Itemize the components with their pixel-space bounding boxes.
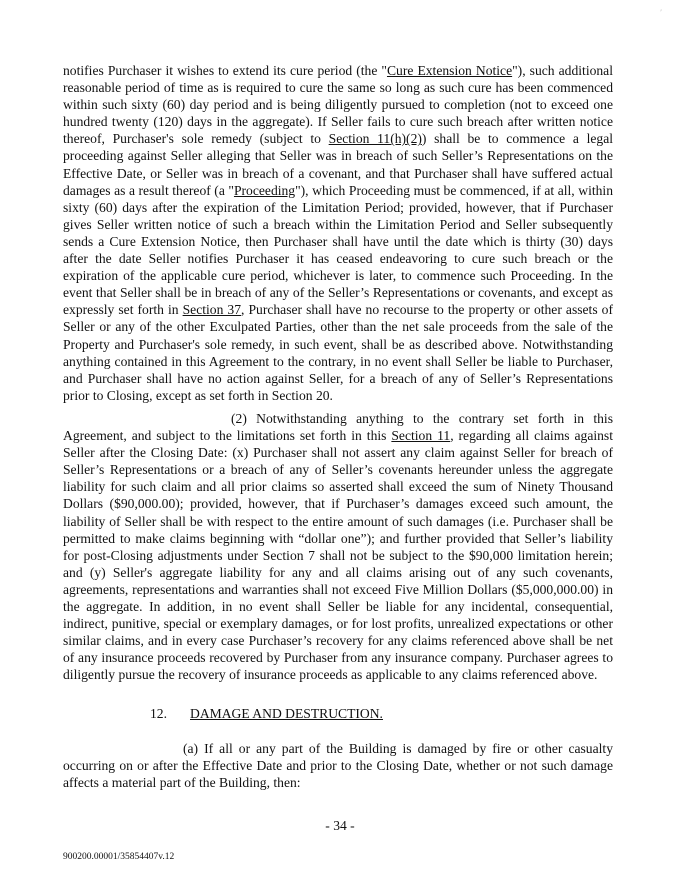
defined-term-cure-extension-notice: Cure Extension Notice bbox=[386, 63, 513, 78]
text-run: , regarding all claims against Seller after the Closing Date: (x) Purchaser shall not assert any claim against Seller for breach of Seller’s Representations or a breach of any of Seller’s covenants hereunder unless the aggregate liability for such claim and all prior claims so asserted shall exceed the sum of Ninety Thousand Dollars ($90,000.00); provided, however, that if Purchaser’s damages exceed such amount, the liability of Seller shall be with respect to the entire amount of such damages (i.e. Purchaser shall be permitted to make claims beginning with “dollar one”); and further provided that Seller’s liability for post-Closing adjustments under Section 7 shall not be subject to the $90,000 limitation herein; and (y) Seller's aggregate liability for any and all claims arising out of any such covenants, agreements, representations and warranties shall not exceed Five Million Dollars ($5,000,000.00) in the aggregate. In addition, in no event shall Seller be liable for any incidental, consequential, indirect, punitive, special or exemplary damages, or for lost profits, unrealized expectations or other similar claims, and in every case Purchaser’s recovery for any claims referenced above shall be net of any insurance proceeds recovered by Purchaser from any insurance company. Purchaser agrees to diligently pursue the recovery of insurance proceeds as applicable to any claims referenced above. bbox=[63, 428, 613, 683]
section-reference: Section 11 bbox=[391, 428, 451, 444]
text-run: (2) Notwithstanding anything to the contrary set forth in this Agreement, and subject to the limitations set forth in this bbox=[63, 411, 613, 444]
margin-tick: ′ bbox=[660, 8, 662, 17]
document-id: 900200.00001/35854407v.12 bbox=[63, 852, 175, 862]
section-reference: Section 11(h)(2) bbox=[328, 131, 422, 147]
text-run: "), which Proceeding must be commenced, if at all, within sixty (60) days after the expiration of the Limitation Period; provided, however, that if Purchaser gives Seller written notice of such a breach within the Limitation Period and Seller subsequently sends a Cure Extension Notice, then Purchaser shall have until the date which is thirty (30) days after the date Seller notifies Purchaser it has ceased endeavoring to cure such breach or the expiration of the applicable cure period, whichever is later, to commence such Proceeding. In the event that Seller shall be in breach of any of the Seller’s Representations or covenants, and except as expressly set forth in bbox=[63, 182, 613, 318]
paragraph-damage bbox=[63, 740, 613, 791]
section-heading bbox=[150, 705, 383, 722]
section-number: 12. bbox=[150, 706, 167, 721]
text-run: (a) If all or any part of the Building is damaged by fire or other casualty occurring on or after the Effective Date and prior to the Closing Date, whether or not such damage affects a material part of the Building, then: bbox=[63, 741, 613, 791]
defined-term-proceeding: Proceeding bbox=[233, 182, 296, 198]
page-number: - 34 - bbox=[325, 818, 355, 833]
section-title: DAMAGE AND DESTRUCTION. bbox=[190, 706, 383, 721]
text-run: notifies Purchaser it wishes to extend its cure period (the " bbox=[63, 63, 387, 78]
text-run: , Purchaser shall have no recourse to the property or other assets of Seller or any of the other Exculpated Parties, other than the net sale proceeds from the sale of the Property and Purchaser's sole remedy, in such event, shall be as described above. Notwithstanding anything contained in this Agreement to the contrary, in no event shall Seller be liable to Purchaser, and Purchaser shall have no action against Seller, for a breach of any of Seller’s Representations prior to Closing, except as set forth in Section 20. bbox=[63, 302, 613, 403]
text-run: "), such additional reasonable period of time as is required to cure the same so long as such cure has been commenced within such sixty (60) day period and is being diligently pursued to completion (not to exceed one hundred twenty (120) days in the aggregate). If Seller fails to cure such breach after written notice thereof, Purchaser's sole remedy (subject to bbox=[63, 63, 613, 147]
paragraph-liability-limits bbox=[63, 410, 613, 684]
text-run: ) shall be to commence a legal proceeding against Seller alleging that Seller was in breach of such Seller’s Representations on the Effective Date, or Seller was in breach of a covenant, and that Purchaser shall have suffered actual damages as a result thereof (a " bbox=[63, 131, 614, 198]
section-reference: Section 37 bbox=[182, 302, 242, 318]
paragraph-cure-period bbox=[63, 62, 613, 404]
